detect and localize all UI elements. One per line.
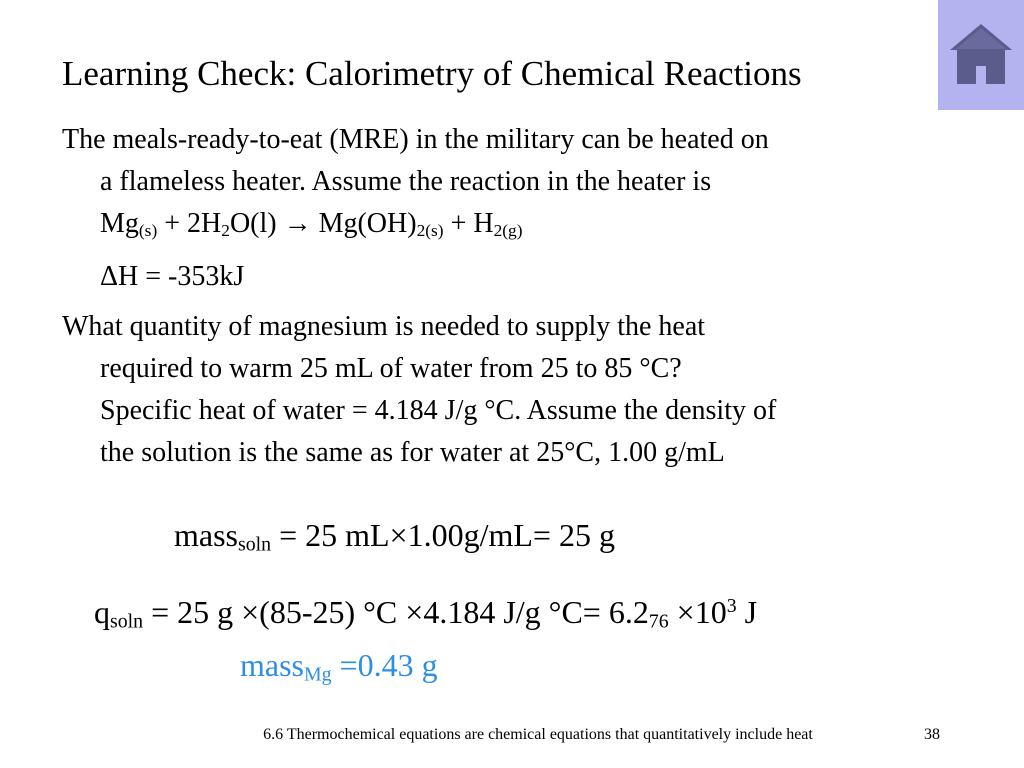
question-line: required to warm 25 mL of water from 25 to 85 °C? bbox=[100, 353, 682, 384]
q-soln-expr: = 25 g ×(85-25) °C ×4.184 J/g °C= 6.2 bbox=[143, 594, 649, 630]
question-line: Specific heat of water = 4.184 J/g °C. Assume the density of bbox=[100, 395, 777, 426]
eq-water-arrow: O(l) → Mg(OH) bbox=[229, 208, 417, 239]
mass-mg-label: mass bbox=[240, 647, 304, 683]
question-line: the solution is the same as for water at 25°C, 1.00 g/mL bbox=[100, 437, 725, 468]
delta-h: ΔH = -353kJ bbox=[100, 261, 245, 292]
q-soln-digits-sub: 76 bbox=[648, 610, 669, 633]
q-soln-exp: 3 bbox=[726, 595, 737, 618]
eq-h2-sub: 2 bbox=[221, 220, 230, 240]
problem-intro bbox=[62, 119, 769, 245]
footer-caption-text: 6.6 Thermochemical equations are chemical equations that quantitatively include heat bbox=[263, 726, 813, 743]
mass-mg-answer bbox=[240, 645, 438, 685]
mass-soln-calc bbox=[174, 515, 615, 555]
q-soln-unit: J bbox=[736, 594, 758, 630]
question-line: What quantity of magnesium is needed to supply the heat bbox=[62, 311, 706, 342]
q-soln-sub: soln bbox=[110, 610, 144, 633]
eq-h2gas-sub: 2(g) bbox=[493, 220, 523, 240]
page-number: 38 bbox=[924, 726, 940, 743]
q-soln-calc bbox=[94, 592, 757, 632]
footer-caption bbox=[0, 725, 960, 745]
home-icon bbox=[948, 20, 1014, 86]
q-soln-label: q bbox=[94, 594, 110, 630]
mass-soln-sub: soln bbox=[238, 533, 272, 556]
intro-line: a flameless heater. Assume the reaction in the heater is bbox=[100, 166, 712, 197]
eq-mg-state: (s) bbox=[138, 220, 158, 240]
q-soln-times: ×10 bbox=[668, 594, 727, 630]
eq-mg: Mg bbox=[100, 208, 139, 239]
mass-soln-label: mass bbox=[174, 517, 238, 553]
question bbox=[62, 306, 776, 474]
intro-line: The meals-ready-to-eat (MRE) in the military can be heated on bbox=[62, 124, 769, 155]
mass-mg-sub: Mg bbox=[304, 663, 332, 686]
slide-title: Learning Check: Calorimetry of Chemical Reactions bbox=[62, 54, 802, 93]
eq-mgoh-sub: 2(s) bbox=[416, 220, 444, 240]
mass-mg-expr: =0.43 g bbox=[331, 647, 438, 683]
eq-plus-water: + 2H bbox=[157, 208, 222, 239]
mass-soln-expr: = 25 mL×1.00g/mL= 25 g bbox=[271, 517, 615, 553]
eq-plus-h2: + H bbox=[443, 208, 494, 239]
home-button[interactable] bbox=[938, 0, 1024, 110]
reaction-equation bbox=[62, 203, 769, 245]
